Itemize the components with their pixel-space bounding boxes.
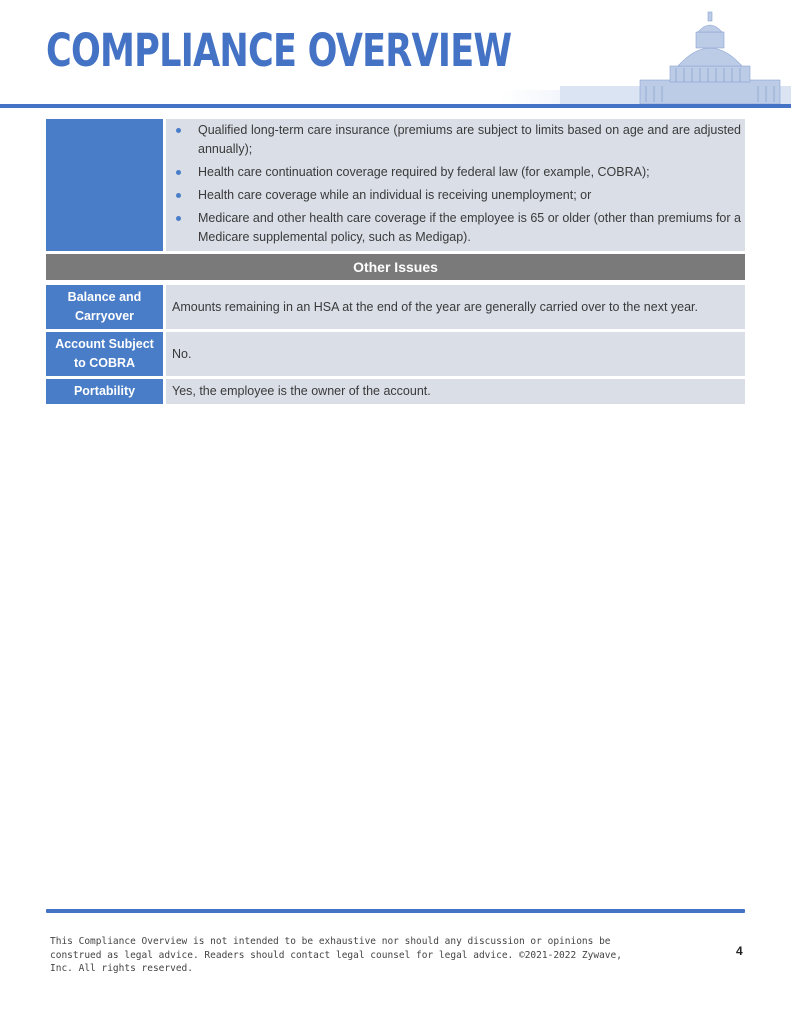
row-value: No.: [166, 332, 745, 376]
row-label: Account Subject to COBRA: [46, 332, 163, 376]
compliance-table: [46, 119, 745, 407]
table-row: [46, 332, 745, 376]
header-divider: [0, 104, 791, 108]
bullet-icon: [176, 170, 181, 175]
list-item: Qualified long-term care insurance (premiums are subject to limits based on age and are adjusted annually);: [172, 121, 741, 159]
row-value: [166, 119, 745, 251]
list-item: Health care coverage while an individual is receiving unemployment; or: [172, 186, 741, 205]
list-item: Health care continuation coverage required by federal law (for example, COBRA);: [172, 163, 741, 182]
table-row: [46, 379, 745, 404]
row-label: Balance and Carryover: [46, 285, 163, 329]
footer-divider: [46, 909, 745, 913]
table-row: [46, 119, 745, 251]
row-value: Amounts remaining in an HSA at the end of the year are generally carried over to the next year.: [166, 285, 745, 329]
page-number: 4: [736, 944, 743, 958]
page-title: COMPLIANCE OVERVIEW: [46, 24, 512, 77]
row-label: [46, 119, 163, 251]
footer-disclaimer: This Compliance Overview is not intended to be exhaustive nor should any discussion or opinions be construed as legal advice. Readers should contact legal counsel for legal advice. ©2021-2022 Zywave, Inc. All rights reserved.: [50, 936, 622, 975]
row-value: Yes, the employee is the owner of the account.: [166, 379, 745, 404]
bullet-list: [172, 121, 741, 247]
bullet-icon: [176, 128, 181, 133]
row-label: Portability: [46, 379, 163, 404]
bullet-icon: [176, 216, 181, 221]
bullet-icon: [176, 193, 181, 198]
list-item: Medicare and other health care coverage if the employee is 65 or older (other than premiums for a Medicare supplemental policy, such as Medigap).: [172, 209, 741, 247]
capitol-building-icon: [500, 10, 791, 110]
section-header: Other Issues: [46, 254, 745, 280]
table-row: [46, 285, 745, 329]
